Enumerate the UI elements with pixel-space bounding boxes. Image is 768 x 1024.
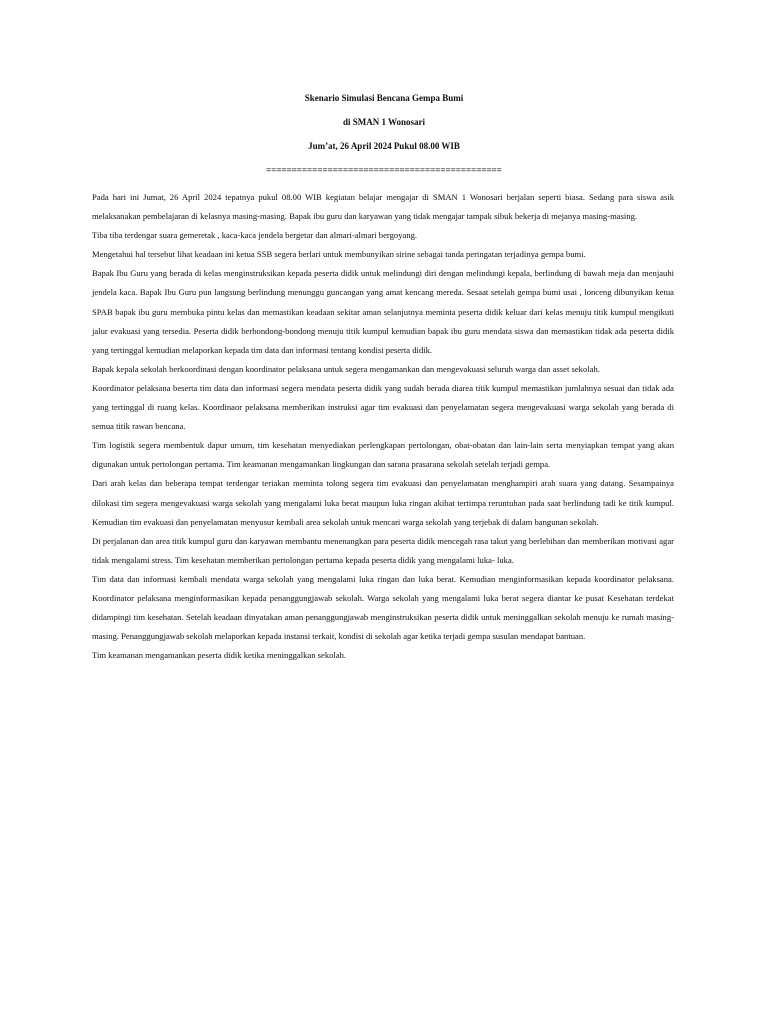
document-title: Skenario Simulasi Bencana Gempa Bumi <box>304 93 464 103</box>
document-body <box>92 188 674 665</box>
document-header <box>0 92 768 177</box>
paragraph: Bapak Ibu Guru yang berada di kelas menginstruksikan kepada peserta didik untuk melindungi diri dengan melindungi kepala, berlindung di bawah meja dan menjauhi jendela kaca. Bapak Ibu Guru pun langsung berlindung menunggu guncangan yang amat kencang mereda. Sesaat setelah gempa bumi usai , lonceng dibunyikan ketua SPAB bapak ibu guru membuka pintu kelas dan memastikan keadaan sekitar aman selanjutnya meminta peserta didik keluar dari kelas menuju titik kumpul mengikuti jalur evakuasi yang tersedia. Peserta didik berbondong-bondong menuju titik kumpul kemudian bapak ibu guru mendata siswa dan memastikan tidak ada peserta didik yang tertinggal kemudian melaporkan kepada tim data dan informasi tentang kondisi peserta didik. <box>92 268 674 355</box>
paragraph: Koordinator pelaksana beserta tim data dan informasi segera mendata peserta didik yang sudah berada diarea titik kumpul memastikan jumlahnya sesuai dan tidak ada yang tertinggal di ruang kelas. Koordinaor pelaksana memberikan instruksi agar tim evakuasi dan penyelamatan segera mengevakuasi warga sekolah yang berada di semua titik rawan bencana. <box>92 382 674 432</box>
paragraph: Bapak kepala sekolah berkoordinasi dengan koordinator pelaksana untuk segera mengamankan dan mengevakuasi seluruh warga dan asset sekolah. <box>92 363 600 374</box>
paragraph: Tim keamanan mengamankan peserta didik ketika meninggalkan sekolah. <box>92 650 347 661</box>
paragraph: Mengetahui hal tersebut lihat keadaan ini ketua SSB segera berlari untuk membunyikan sirine sebagai tanda peringatan terjadinya gempa bumi. <box>92 249 586 260</box>
paragraph: Tim data dan informasi kembali mendata warga sekolah yang mengalami luka ringan dan luka berat. Kemudian menginformasikan kepada koordinator pelaksana. Koordinator pelaksana menginformasikan kepada penanggungjawab sekolah. Warga sekolah yang mengalami luka berat segera diantar ke pusat Kesehatan terdekat didampingi tim kesehatan. Setelah keadaan dinyatakan aman penanggungjawab menginstruksikan peserta didik untuk meninggalkan sekolah menuju ke rumah masing- masing. Penanggungjawab sekolah melaporkan kepada instansi terkait, kondisi di sekolah agar ketika terjadi gempa susulan mendapat bantuan. <box>92 573 674 642</box>
paragraph: Tim logistik segera membentuk dapur umum, tim kesehatan menyediakan perlengkapan pertolongan, obat-obatan dan lain-lain serta menyiapkan tempat yang akan digunakan untuk pertolongan pertama. Tim keamanan mengamankan lingkungan dan sarana prasarana sekolah setelah terjadi gempa. <box>92 440 674 470</box>
paragraph: Pada hari ini Jumat, 26 April 2024 tepatnya pukul 08.00 WIB kegiatan belajar mengajar di SMAN 1 Wonosari berjalan seperti biasa. Sedang para siswa asik melaksanakan pembelajaran di kelasnya masing-masing. Bapak ibu guru dan karyawan yang tidak mengajar tampak sibuk bekerja di mejanya masing-masing. <box>92 192 674 222</box>
document-date: Jum’at, 26 April 2024 Pukul 08.00 WIB <box>308 141 460 151</box>
paragraph: Di perjalanan dan area titik kumpul guru dan karyawan membantu menenangkan para peserta didik mencegah rasa takut yang berlebihan dan memberikan motivasi agar tidak mengalami stress. Tim kesehatan memberikan pertolongan pertama kepada peserta didik yang mengalami luka- luka. <box>92 535 674 565</box>
document-location: di SMAN 1 Wonosari <box>342 117 426 127</box>
separator-line: ============================================== <box>266 165 502 175</box>
paragraph: Dari arah kelas dan beberapa tempat terdengar teriakan meminta tolong segera tim evakuasi dan penyelamatan menghampiri arah suara yang datang. Sesampainya dilokasi tim segera mengevakuasi warga sekolah yang mengalami luka berat maupun luka ringan akibat tertimpa reruntuhan pada saat berlindung tadi ke titik kumpul. Kemudian tim evakuasi dan penyelamatan menyusur kembali area sekolah untuk mencari warga sekolah yang terjebak di dalam bangunan sekolah. <box>92 478 674 527</box>
paragraph: Tiba tiba terdengar suara gemeretak , kaca-kaca jendela bergetar dan almari-almari bergoyang. <box>92 230 418 241</box>
